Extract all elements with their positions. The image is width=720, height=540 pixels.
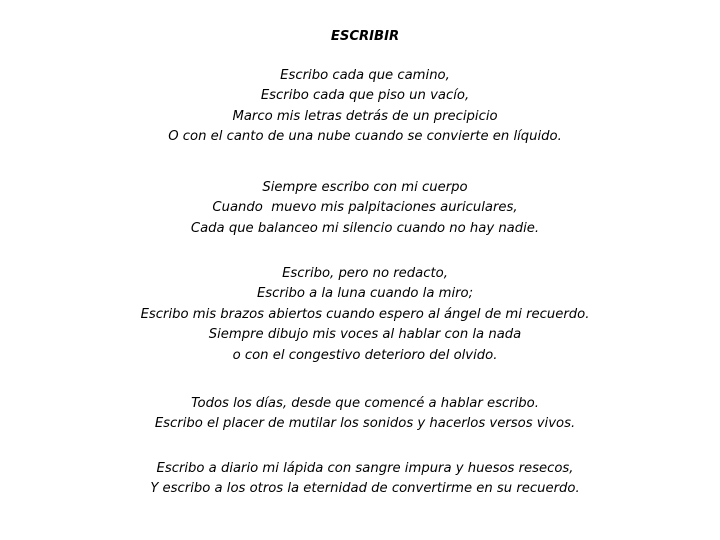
poem-line: Escribo cada que camino, xyxy=(280,68,450,83)
poem-line: Escribo a diario mi lápida con sangre impura y huesos resecos, xyxy=(156,461,574,476)
stanza-4 xyxy=(0,394,720,435)
poem-line: Escribo a la luna cuando la miro; xyxy=(256,286,474,302)
poem-line: Cada que balanceo mi silencio cuando no hay nadie. xyxy=(190,220,540,236)
poem-line: Marco mis letras detrás de un precipicio xyxy=(232,108,498,124)
poem-line: Escribo cada que piso un vacío, xyxy=(260,88,470,104)
poem-line: Todos los días, desde que comencé a hablar escribo. xyxy=(191,396,539,411)
poem-line: O con el canto de una nube cuando se convierte en líquido. xyxy=(168,129,562,145)
poem-line: Y escribo a los otros la eternidad de convertirme en su recuerdo. xyxy=(150,481,580,497)
poem-line: Siempre escribo con mi cuerpo xyxy=(262,180,468,195)
stanza-3 xyxy=(0,264,720,366)
poem-line: Escribo, pero no redacto, xyxy=(282,266,448,281)
poem-line: Escribo mis brazos abiertos cuando espero al ángel de mi recuerdo. xyxy=(140,306,590,322)
poem-line: Escribo el placer de mutilar los sonidos y hacerlos versos vivos. xyxy=(154,416,576,432)
poem-line: Cuando muevo mis palpitaciones auriculares, xyxy=(212,200,518,216)
stanza-1 xyxy=(0,66,720,148)
poem-line: o con el congestivo deterioro del olvido. xyxy=(232,347,498,363)
stanza-2 xyxy=(0,178,720,239)
poem-title: ESCRIBIR xyxy=(330,29,400,44)
stanza-5 xyxy=(0,459,720,500)
poem-line: Siempre dibujo mis voces al hablar con la nada xyxy=(208,327,522,343)
